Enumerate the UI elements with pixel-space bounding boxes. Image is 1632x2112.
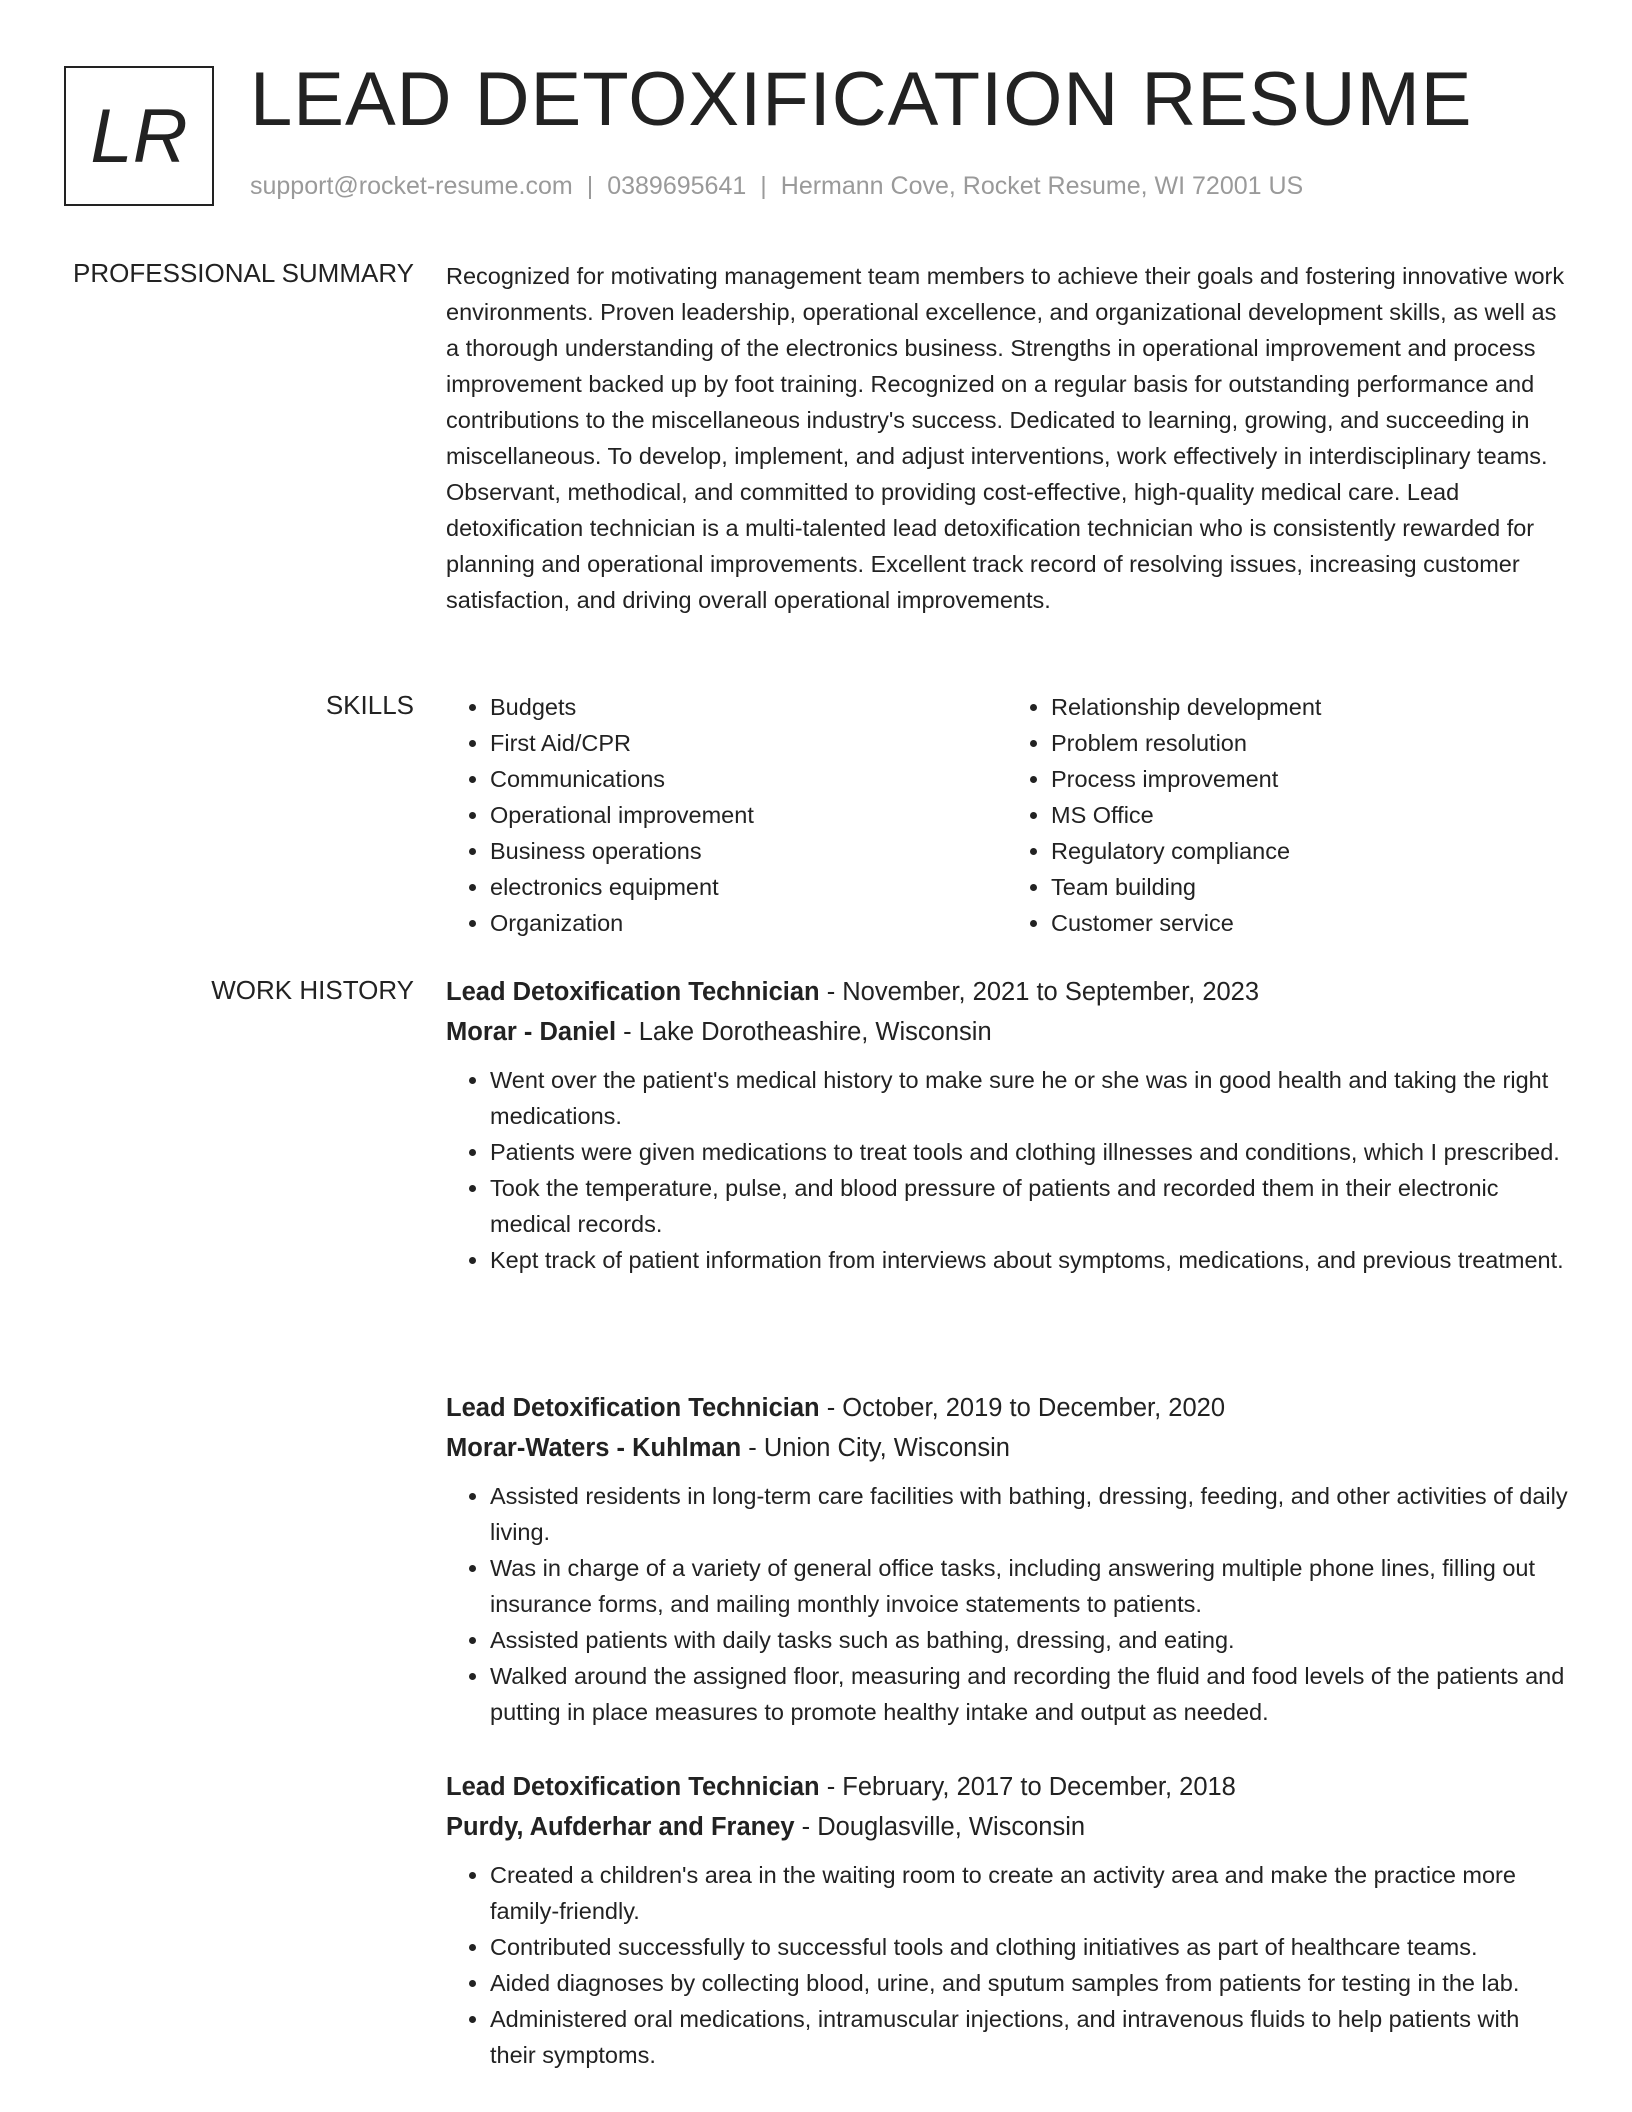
skill-item: • Process improvement bbox=[1051, 761, 1568, 797]
job-bullet: • Went over the patient's medical history to make sure he or she was in good health and taking the right medications. bbox=[490, 1062, 1568, 1134]
contact-phone: 0389695641 bbox=[607, 172, 747, 200]
job-title-line bbox=[446, 1388, 1568, 1428]
skill-item: • Relationship development bbox=[1051, 689, 1568, 725]
contact-separator: | bbox=[760, 172, 767, 200]
job-location: - Lake Dorotheashire, Wisconsin bbox=[616, 1018, 992, 1046]
contact-line bbox=[250, 172, 1303, 201]
contact-address: Hermann Cove, Rocket Resume, WI 72001 US bbox=[780, 172, 1304, 200]
job-dates: - November, 2021 to September, 2023 bbox=[819, 978, 1260, 1006]
job-bullets bbox=[446, 1062, 1568, 1278]
job-bullet: • Assisted residents in long-term care facilities with bathing, dressing, feeding, and other activities of daily living. bbox=[490, 1478, 1568, 1550]
job-company-line bbox=[446, 1807, 1568, 1847]
skills-list-right bbox=[1007, 689, 1568, 941]
skill-item: • Problem resolution bbox=[1051, 725, 1568, 761]
job-bullet: • Administered oral medications, intramuscular injections, and intravenous fluids to help patients with their symptoms. bbox=[490, 2001, 1568, 2073]
job-entry bbox=[446, 972, 1568, 1278]
job-bullet: • Walked around the assigned floor, measuring and recording the fluid and food levels of the patients and putting in place measures to promote healthy intake and output as needed. bbox=[490, 1658, 1568, 1730]
skill-item: • Regulatory compliance bbox=[1051, 833, 1568, 869]
page-title: LEAD DETOXIFICATION RESUME bbox=[250, 57, 1473, 142]
job-bullets bbox=[446, 1857, 1568, 2073]
job-bullet: • Created a children's area in the waiting room to create an activity area and make the practice more family-friendly. bbox=[490, 1857, 1568, 1929]
job-bullets bbox=[446, 1478, 1568, 1730]
job-company: Purdy, Aufderhar and Franey bbox=[446, 1813, 795, 1841]
skills-list-left bbox=[446, 689, 1007, 941]
job-title-line bbox=[446, 1767, 1568, 1807]
contact-email[interactable]: support@rocket-resume.com bbox=[250, 172, 573, 200]
job-company-line bbox=[446, 1012, 1568, 1052]
job-bullet: • Kept track of patient information from interviews about symptoms, medications, and previous treatment. bbox=[490, 1242, 1568, 1278]
job-bullet: • Assisted patients with daily tasks such as bathing, dressing, and eating. bbox=[490, 1622, 1568, 1658]
job-bullet: • Aided diagnoses by collecting blood, urine, and sputum samples from patients for testing in the lab. bbox=[490, 1965, 1568, 2001]
summary-section bbox=[446, 258, 1568, 618]
job-title: Lead Detoxification Technician bbox=[446, 1394, 820, 1422]
job-company: Morar - Daniel bbox=[446, 1018, 617, 1046]
job-company: Morar-Waters - Kuhlman bbox=[446, 1434, 742, 1462]
job-location: - Union City, Wisconsin bbox=[741, 1434, 1010, 1462]
job-title-line bbox=[446, 972, 1568, 1012]
job-bullet: • Was in charge of a variety of general office tasks, including answering multiple phone lines, filling out insurance forms, and mailing monthly invoice statements to patients. bbox=[490, 1550, 1568, 1622]
skill-item: • MS Office bbox=[1051, 797, 1568, 833]
skill-item: • Operational improvement bbox=[490, 797, 1007, 833]
skills-grid bbox=[446, 689, 1568, 941]
skill-item: • electronics equipment bbox=[490, 869, 1007, 905]
skill-item: • Business operations bbox=[490, 833, 1007, 869]
job-title: Lead Detoxification Technician bbox=[446, 1773, 820, 1801]
job-bullet: • Contributed successfully to successful tools and clothing initiatives as part of healthcare teams. bbox=[490, 1929, 1568, 1965]
job-dates: - February, 2017 to December, 2018 bbox=[819, 1773, 1236, 1801]
work-history-heading: WORK HISTORY bbox=[211, 975, 414, 1005]
job-location: - Douglasville, Wisconsin bbox=[794, 1813, 1086, 1841]
skill-item: • Team building bbox=[1051, 869, 1568, 905]
job-title: Lead Detoxification Technician bbox=[446, 978, 820, 1006]
job-bullet: • Patients were given medications to treat tools and clothing illnesses and conditions, which I prescribed. bbox=[490, 1134, 1568, 1170]
contact-separator: | bbox=[586, 172, 594, 200]
job-entry bbox=[446, 1388, 1568, 1730]
job-entry bbox=[446, 1767, 1568, 2073]
job-bullet: • Took the temperature, pulse, and blood pressure of patients and recorded them in their electronic medical records. bbox=[490, 1170, 1568, 1242]
summary-text: Recognized for motivating management team members to achieve their goals and fostering innovative work environments. Proven leadership, operational excellence, and organizational development skills, as well as a thorough understanding of the electronics business. Strengths in operational improvement and process improvement backed up by foot training. Recognized on a regular basis for outstanding performance and contributions to the miscellaneous industry's success. Dedicated to learning, growing, and succeeding in miscellaneous. To develop, implement, and adjust interventions, work effectively in interdisciplinary teams. Observant, methodical, and committed to providing cost-effective, high-quality medical care. Lead detoxification technician is a multi-talented lead detoxification technician who is consistently rewarded for planning and operational improvements. Excellent track record of resolving issues, increasing customer satisfaction, and driving overall operational improvements. bbox=[446, 263, 1565, 613]
skill-item: • First Aid/CPR bbox=[490, 725, 1007, 761]
skill-item: • Organization bbox=[490, 905, 1007, 941]
monogram-logo: LR bbox=[64, 66, 214, 206]
skills-section bbox=[446, 689, 1568, 941]
summary-heading: PROFESSIONAL SUMMARY bbox=[73, 258, 414, 288]
skill-item: • Communications bbox=[490, 761, 1007, 797]
job-company-line bbox=[446, 1428, 1568, 1468]
skills-heading: SKILLS bbox=[325, 690, 414, 720]
skill-item: • Customer service bbox=[1051, 905, 1568, 941]
job-dates: - October, 2019 to December, 2020 bbox=[819, 1394, 1226, 1422]
skill-item: • Budgets bbox=[490, 689, 1007, 725]
